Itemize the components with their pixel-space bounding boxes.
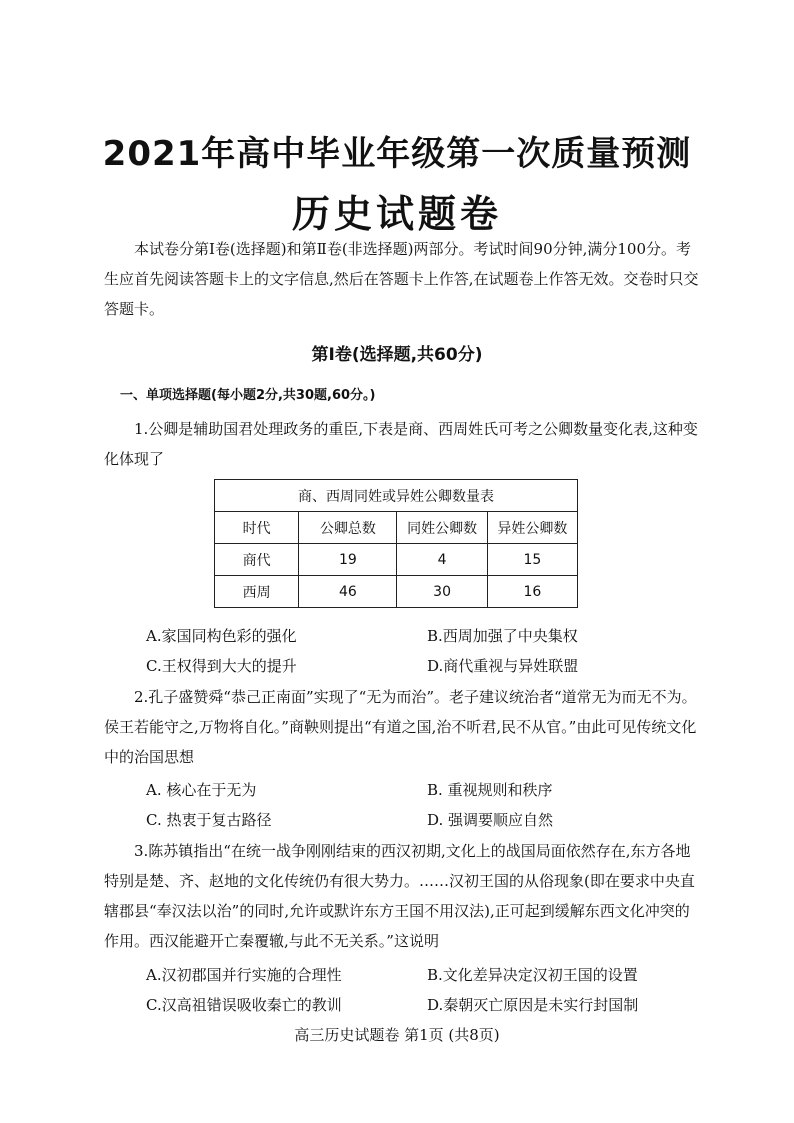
table-header-cell: 异姓公卿数 [487, 512, 577, 544]
table-cell: 46 [299, 576, 397, 608]
table-cell: 16 [487, 576, 577, 608]
question-1-option-b[interactable]: B.西周加强了中央集权 [427, 627, 578, 645]
table-row [215, 544, 578, 576]
table-header-cell: 同姓公卿数 [397, 512, 487, 544]
part-heading: 一、单项选择题(每小题2分,共30题,60分。) [120, 388, 376, 403]
exam-instructions: 本试卷分第Ⅰ卷(选择题)和第Ⅱ卷(非选择题)两部分。考试时间90分钟,满分100分。考生应首先阅读答题卡上的文字信息,然后在答题卡上作答,在试题卷上作答无效。交卷时只交答题卡。 [104, 240, 699, 318]
question-3-option-c[interactable]: C.汉高祖错误吸收秦亡的教训 [146, 996, 342, 1014]
question-1-option-d[interactable]: D.商代重视与异姓联盟 [427, 657, 579, 675]
question-1-option-a[interactable]: A.家国同构色彩的强化 [146, 627, 297, 645]
table-header-cell: 时代 [215, 512, 299, 544]
question-3-option-b[interactable]: B.文化差异决定汉初王国的设置 [427, 966, 638, 984]
question-2-option-b[interactable]: B. 重视规则和秩序 [427, 781, 553, 799]
section-title: 第Ⅰ卷(选择题,共60分) [311, 345, 483, 365]
table-cell: 19 [299, 544, 397, 576]
table-header-row [215, 512, 578, 544]
question-3-option-a[interactable]: A.汉初郡国并行实施的合理性 [146, 966, 342, 984]
question-2-option-c[interactable]: C. 热衷于复古路径 [146, 811, 272, 829]
question-3-option-d[interactable]: D.秦朝灭亡原因是未实行封国制 [427, 996, 639, 1014]
question-2-option-d[interactable]: D. 强调要顺应自然 [427, 811, 554, 829]
question-1-table [214, 479, 578, 608]
question-2-stem: 2.孔子盛赞舜“恭己正南面”实现了“无为而治”。老子建议统治者“道常无为而无不为。侯王若能守之,万物将自化。”商鞅则提出“有道之国,治不听君,民不从官。”由此可见传统文化中的治国思想 [104, 688, 697, 766]
table-cell: 4 [397, 544, 487, 576]
table-header-cell: 公卿总数 [299, 512, 397, 544]
table-cell: 商代 [215, 544, 299, 576]
table-title-row [215, 480, 578, 512]
table-title: 商、西周同姓或异姓公卿数量表 [215, 480, 578, 512]
table-cell: 西周 [215, 576, 299, 608]
question-1-option-c[interactable]: C.王权得到大大的提升 [146, 657, 297, 675]
page-footer: 高三历史试题卷 第1页 (共8页) [294, 1026, 500, 1044]
table-cell: 30 [397, 576, 487, 608]
question-3-stem: 3.陈苏镇指出“在统一战争刚刚结束的西汉初期,文化上的战国局面依然存在,东方各地特别是楚、齐、赵地的文化传统仍有很大势力。……汉初王国的从俗现象(即在要求中央直辖郡县“奉汉法以治”的同时,允许或默许东方王国不用汉法),正可起到缓解东西文化冲突的作用。西汉能避开亡秦覆辙,与此不无关系。”这说明 [104, 842, 695, 950]
question-1-stem: 1.公卿是辅助国君处理政务的重臣,下表是商、西周姓氏可考之公卿数量变化表,这种变化体现了 [104, 420, 698, 468]
table-cell: 15 [487, 544, 577, 576]
question-2-option-a[interactable]: A. 核心在于无为 [146, 781, 257, 799]
table-row [215, 576, 578, 608]
exam-subtitle: 历史试题卷 [291, 192, 502, 236]
exam-title: 2021年高中毕业年级第一次质量预测 [102, 134, 692, 174]
